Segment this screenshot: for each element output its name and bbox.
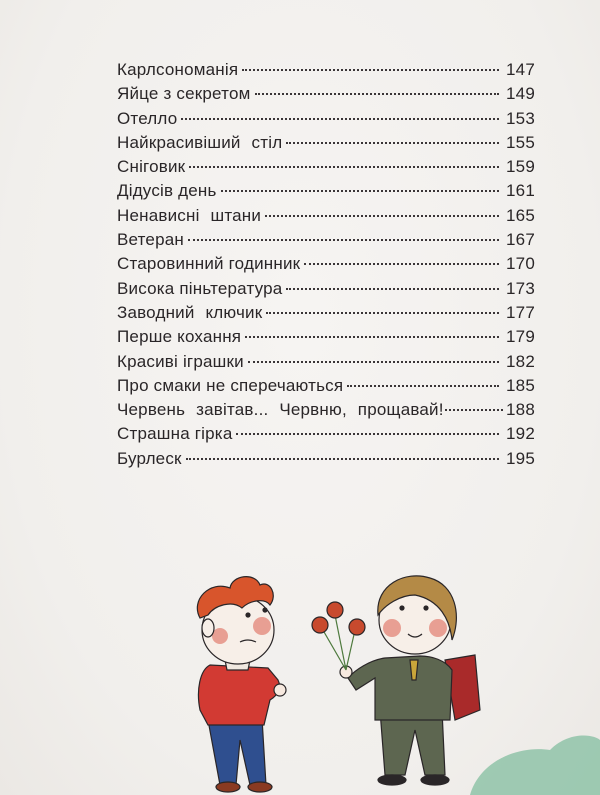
toc-entry-page: 159 [506, 157, 535, 177]
toc-entry [117, 254, 535, 278]
red-haired-boy [197, 577, 286, 792]
dot-leader [265, 215, 499, 217]
toc-entry-page: 153 [506, 108, 535, 128]
toc-entry [117, 60, 535, 84]
dot-leader [186, 458, 499, 460]
toc-entry-title: Заводний ключик [117, 302, 263, 322]
toc-entry-page: 195 [506, 448, 535, 468]
toc-entry [117, 206, 535, 230]
toc-entry-page: 185 [506, 375, 535, 395]
dot-leader [188, 239, 499, 241]
dot-leader [266, 312, 499, 314]
toc-entry-page: 149 [506, 84, 535, 104]
toc-entry-title: Про смаки не сперечаються [117, 375, 344, 395]
toc-entry [117, 400, 535, 424]
toc-entry [117, 109, 535, 133]
dot-leader [255, 93, 500, 95]
toc-entry-page: 179 [506, 327, 535, 347]
toc-entry-title: Отелло [117, 108, 178, 128]
toc-entry-title: Дідусів день [117, 181, 217, 201]
toc-entry-title: Ненависні штани [117, 205, 262, 225]
toc-entry [117, 376, 535, 400]
toc-entry-page: 188 [506, 400, 535, 420]
grass-patch [470, 736, 600, 795]
toc-entry-page: 170 [506, 254, 535, 274]
toc-entry-page: 192 [506, 424, 535, 444]
boy1-sweater [198, 665, 279, 725]
boy2-jacket [348, 656, 452, 720]
dot-leader [236, 433, 499, 435]
toc-entry-page: 182 [506, 351, 535, 371]
toc-entry-title: Красиві іграшки [117, 351, 244, 371]
toc-entry-title: Карлсономанія [117, 60, 239, 79]
toc-entry [117, 133, 535, 157]
toc-entry-title: Перше кохання [117, 327, 242, 347]
toc-entry-page: 155 [506, 132, 535, 152]
toc-entry [117, 157, 535, 181]
dot-leader [245, 336, 499, 338]
toc-entry [117, 230, 535, 254]
flower [349, 619, 365, 635]
toc-entry [117, 424, 535, 448]
toc-entry-title: Висока піньтература [117, 278, 283, 298]
boy1-jeans [208, 718, 266, 785]
toc-entry-title: Старовинний годинник [117, 254, 301, 274]
toc-entry-title: Найкрасивіший стіл [117, 132, 283, 152]
toc-entry-page: 173 [506, 278, 535, 298]
dot-leader [304, 263, 499, 265]
toc-entry [117, 303, 535, 327]
toc-entry [117, 327, 535, 351]
dot-leader [347, 385, 499, 387]
table-of-contents [117, 60, 535, 473]
toc-entry [117, 352, 535, 376]
dot-leader [445, 409, 503, 411]
dot-leader [242, 69, 499, 71]
toc-entry-title: Ветеран [117, 230, 184, 250]
dot-leader [286, 288, 499, 290]
dot-leader [286, 142, 499, 144]
toc-entry-page: 177 [506, 302, 535, 322]
toc-entry-title: Бурлеск [117, 448, 182, 468]
toc-entry [117, 279, 535, 303]
dot-leader [221, 190, 499, 192]
flower [312, 617, 328, 633]
dot-leader [181, 118, 499, 120]
toc-entry [117, 449, 535, 473]
toc-entry-page: 165 [506, 205, 535, 225]
toc-entry [117, 181, 535, 205]
dot-leader [248, 361, 499, 363]
toc-entry-title: Яйце з секретом [117, 84, 251, 104]
flower [327, 602, 343, 618]
dot-leader [189, 166, 499, 168]
two-boys-illustration [170, 560, 600, 795]
boy-with-flowers [312, 576, 480, 785]
toc-entry-page: 167 [506, 230, 535, 250]
toc-entry-title: Страшна гірка [117, 424, 233, 444]
toc-entry-page: 147 [506, 60, 535, 79]
toc-entry-title: Сніговик [117, 157, 186, 177]
toc-entry-page: 161 [506, 181, 535, 201]
toc-entry [117, 84, 535, 108]
toc-entry-title: Червень завітав... Червню, прощавай! [117, 400, 444, 420]
